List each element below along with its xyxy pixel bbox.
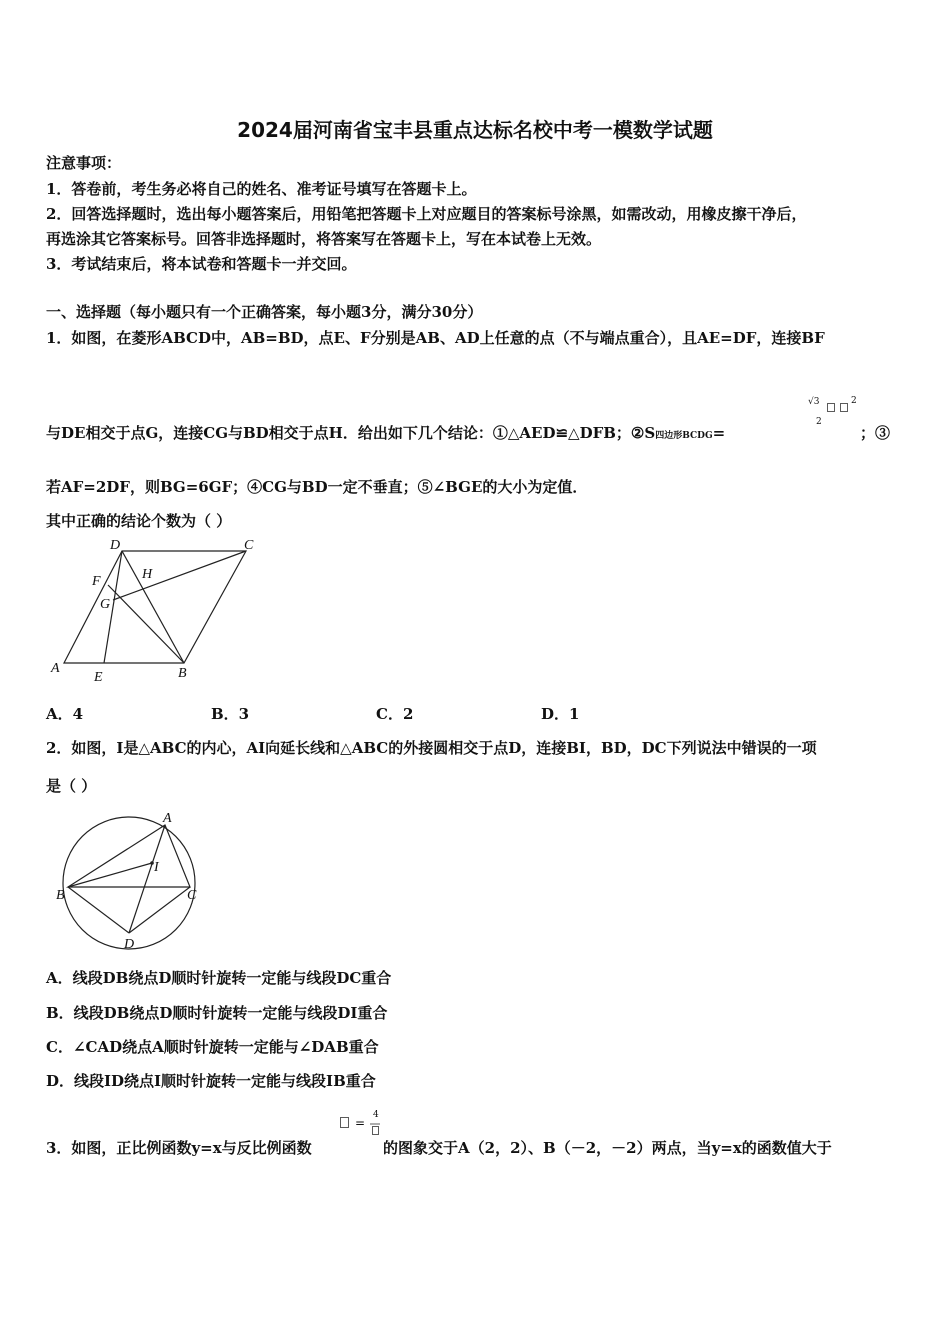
q1-formula-box-2 [840, 403, 849, 413]
label-d: D [110, 538, 121, 553]
q1-stem-line2-text: 与DE相交于点G，连接CG与BD相交于点H．给出如下几个结论：①△AED≌△DFB；②S [46, 424, 656, 442]
label-c: C [244, 538, 254, 553]
notice-item-2-cont: 再选涂其它答案标号。回答非选择题时，将答案写在答题卡上，写在本试卷上无效。 [46, 230, 602, 248]
q1-stem-line2 [46, 422, 725, 443]
label-b: B [56, 888, 65, 903]
q1-stem-line3: 若AF=2DF，则BG=6GF；④CG与BD一定不垂直；⑤∠BGE的大小为定值． [46, 478, 588, 496]
notice-heading: 注意事项： [46, 154, 122, 172]
segment-bd [68, 887, 129, 933]
notice-item-3: 3．考试结束后，将本试卷和答题卡一并交回。 [46, 255, 357, 273]
label-f: F [92, 574, 101, 589]
q1-rhombus-figure [46, 538, 266, 688]
q3-formula-equals: = [355, 1116, 366, 1130]
q1-formula-top: √3 [808, 397, 820, 407]
segment-bf [108, 585, 184, 663]
q1-formula-sup: 2 [851, 396, 857, 406]
q2-stem-line1: 2．如图，I是△ABC的内心，AI向延长线和△ABC的外接圆相交于点D，连接BI，BD，DC下列说法中错误的一项 [46, 739, 817, 757]
q1-stem-line4: 其中正确的结论个数为（ ） [46, 512, 232, 530]
section-heading: 一、选择题（每小题只有一个正确答案，每小题3分，满分30分） [46, 303, 483, 321]
segment-bi [68, 863, 152, 887]
notice-item-2: 2．回答选择题时，选出每小题答案后，用铅笔把答题卡上对应题目的答案标号涂黑，如需改动，用橡皮擦干净后， [46, 205, 807, 223]
q1-area-subscript: 四边形BCDG [655, 431, 713, 441]
q3-stem-part1: 3．如图，正比例函数y=x与反比例函数 [46, 1139, 312, 1157]
q2-stem-line2: 是（ ） [46, 777, 97, 795]
segment-cg [113, 551, 246, 600]
q3-formula-box-y [340, 1117, 350, 1129]
label-c: C [187, 888, 197, 903]
q1-option-c: C．2 [376, 705, 414, 723]
q1-option-d: D．1 [541, 705, 580, 723]
triangle-abc [68, 825, 190, 887]
q2-option-c: C．∠CAD绕点A顺时针旋转一定能与∠DAB重合 [46, 1038, 379, 1056]
q3-stem-part2: 的图象交于A（2，2）、B（－2，－2）两点，当y=x的函数值大于 [383, 1139, 832, 1157]
q1-option-a: A．4 [46, 705, 84, 723]
q2-option-b: B．线段DB绕点D顺时针旋转一定能与线段DI重合 [46, 1004, 388, 1022]
q1-option-b: B．3 [211, 705, 250, 723]
rhombus-outline [64, 551, 246, 663]
segment-db [122, 551, 184, 663]
label-h: H [142, 567, 153, 582]
segment-ad [129, 825, 165, 933]
label-b: B [178, 666, 187, 681]
q3-formula-numerator: 4 [373, 1110, 379, 1120]
q1-formula-box-1 [827, 403, 836, 413]
q1-formula-bottom: 2 [816, 417, 822, 427]
q1-stem-line1: 1．如图，在菱形ABCD中，AB=BD，点E、F分别是AB、AD上任意的点（不与端点重合），且AE=DF，连接BF [46, 329, 825, 347]
label-g: G [100, 597, 111, 612]
label-a: A [163, 811, 172, 826]
label-a: A [51, 661, 60, 676]
q1-stem-line2-end: ；③ [860, 424, 891, 442]
page-title: 2024届河南省宝丰县重点达标名校中考一模数学试题 [237, 118, 713, 142]
label-d: D [124, 937, 135, 952]
q1-equals: = [712, 424, 726, 442]
notice-item-1: 1．答卷前，考生务必将自己的姓名、准考证号填写在答题卡上。 [46, 180, 477, 198]
q2-circle-figure [50, 805, 210, 955]
label-e: E [94, 670, 103, 685]
q3-formula-box-x [372, 1126, 380, 1136]
label-i: I [154, 860, 159, 875]
q2-option-d: D．线段ID绕点I顺时针旋转一定能与线段IB重合 [46, 1072, 376, 1090]
segment-dc [129, 887, 190, 933]
q2-option-a: A．线段DB绕点D顺时针旋转一定能与线段DC重合 [46, 969, 392, 987]
